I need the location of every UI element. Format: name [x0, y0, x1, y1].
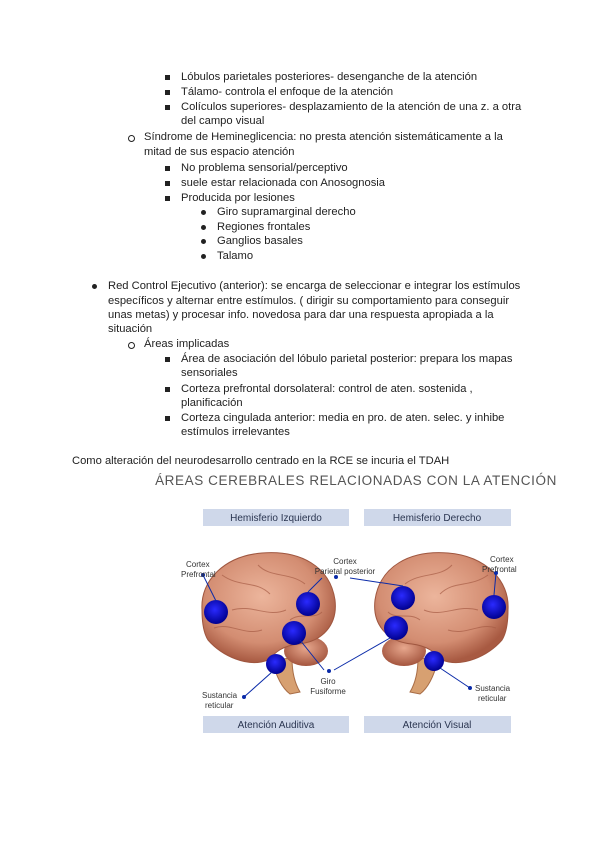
dot-bullet-icon: [92, 284, 97, 289]
text-line: situación: [108, 323, 153, 335]
circle-bullet-icon: [128, 135, 135, 142]
text-line: planificación: [181, 397, 243, 409]
hemisphere-right-label: Hemisferio Derecho: [392, 513, 482, 524]
text-line: Colículos superiores- desplazamiento de la atención de una z. a otra: [181, 101, 522, 113]
figure-title: ÁREAS CEREBRALES RELACIONADAS CON LA ATENCIÓN: [155, 473, 557, 488]
text-line: Corteza cingulada anterior: media en pro. de aten. selec. y inhibe: [181, 412, 505, 424]
spot-parietal-right: [391, 586, 415, 610]
square-bullet-icon: [165, 387, 170, 392]
text-line: suele estar relacionada con Anosognosia: [181, 177, 386, 189]
text-line: del campo visual: [181, 115, 265, 127]
text-line: Lóbulos parietales posteriores- desenganche de la atención: [181, 71, 478, 83]
label-giro-fusiforme: Giro: [320, 677, 336, 686]
text-line: unas metas) y procesar info. novedosa para dar una respuesta apropiada a la: [108, 309, 494, 321]
spot-reticular-right: [424, 651, 444, 671]
hemisphere-left-label: Hemisferio Izquierdo: [230, 513, 322, 524]
attention-visual-label: Atención Visual: [402, 720, 472, 731]
label-cortex-parietal: Cortex: [333, 557, 357, 566]
square-bullet-icon: [165, 357, 170, 362]
label-sustancia-left: Sustancia: [202, 691, 238, 700]
text-line: Giro supramarginal derecho: [217, 206, 356, 218]
spot-reticular-left: [266, 654, 286, 674]
text-line: Corteza prefrontal dorsolateral: control de aten. sostenida ,: [181, 383, 473, 395]
square-bullet-icon: [165, 181, 170, 186]
callout-endpoint: [469, 687, 472, 690]
callout-endpoint: [328, 670, 331, 673]
label-cortex-prefrontal-right-2: Prefrontal: [482, 565, 517, 574]
label-cortex-prefrontal-left: Cortex: [186, 560, 210, 569]
dot-bullet-icon: [201, 254, 206, 259]
attention-auditory-label: Atención Auditiva: [237, 720, 315, 731]
label-sustancia-right: Sustancia: [475, 684, 511, 693]
callout-line: [334, 638, 390, 670]
text-line: Producida por lesiones: [181, 192, 295, 204]
text-line: Red Control Ejecutivo (anterior): se encarga de seleccionar e integrar los estímulos: [108, 280, 521, 292]
square-bullet-icon: [165, 166, 170, 171]
label-cortex-parietal-2: Parietal posterior: [314, 567, 376, 576]
callout-endpoint: [243, 696, 246, 699]
text-line: Áreas implicadas: [144, 338, 230, 350]
spot-prefrontal-right: [482, 595, 506, 619]
circle-bullet-icon: [128, 342, 135, 349]
label-sustancia-left-2: reticular: [205, 701, 234, 710]
text-line: Ganglios basales: [217, 235, 303, 247]
square-bullet-icon: [165, 105, 170, 110]
spot-prefrontal-left: [204, 600, 228, 624]
text-line: Regiones frontales: [217, 221, 311, 233]
square-bullet-icon: [165, 90, 170, 95]
text-line: Como alteración del neurodesarrollo centrado en la RCE se incuria el TDAH: [72, 455, 450, 467]
text-line: sensoriales: [181, 367, 238, 379]
attention-brain-figure: [0, 465, 600, 745]
square-bullet-icon: [165, 196, 170, 201]
text-line: mitad de sus espacio atención: [144, 146, 295, 158]
dot-bullet-icon: [201, 225, 206, 230]
text-line: Talamo: [217, 250, 254, 262]
label-cortex-prefrontal-right: Cortex: [490, 555, 514, 564]
label-cortex-prefrontal-left-2: Prefrontal: [181, 570, 216, 579]
spot-temporal-left: [282, 621, 306, 645]
text-line: Tálamo- controla el enfoque de la atención: [181, 86, 394, 98]
dot-bullet-icon: [201, 239, 206, 244]
callout-line: [440, 668, 470, 688]
text-line: Síndrome de Hemineglicencia: no presta atención sistemáticamente a la: [144, 131, 503, 143]
spot-temporal-right: [384, 616, 408, 640]
text-line: específicos y alternar entre estímulos. ( dirigir su comportamiento para conseguir: [108, 295, 510, 307]
label-sustancia-right-2: reticular: [478, 694, 507, 703]
square-bullet-icon: [165, 75, 170, 80]
spot-parietal-left: [296, 592, 320, 616]
callout-line: [244, 672, 272, 697]
square-bullet-icon: [165, 416, 170, 421]
label-giro-fusiforme-2: Fusiforme: [310, 687, 346, 696]
text-line: No problema sensorial/perceptivo: [181, 162, 348, 174]
text-line: estímulos irrelevantes: [181, 426, 290, 438]
dot-bullet-icon: [201, 210, 206, 215]
text-line: Área de asociación del lóbulo parietal posterior: prepara los mapas: [181, 353, 513, 365]
